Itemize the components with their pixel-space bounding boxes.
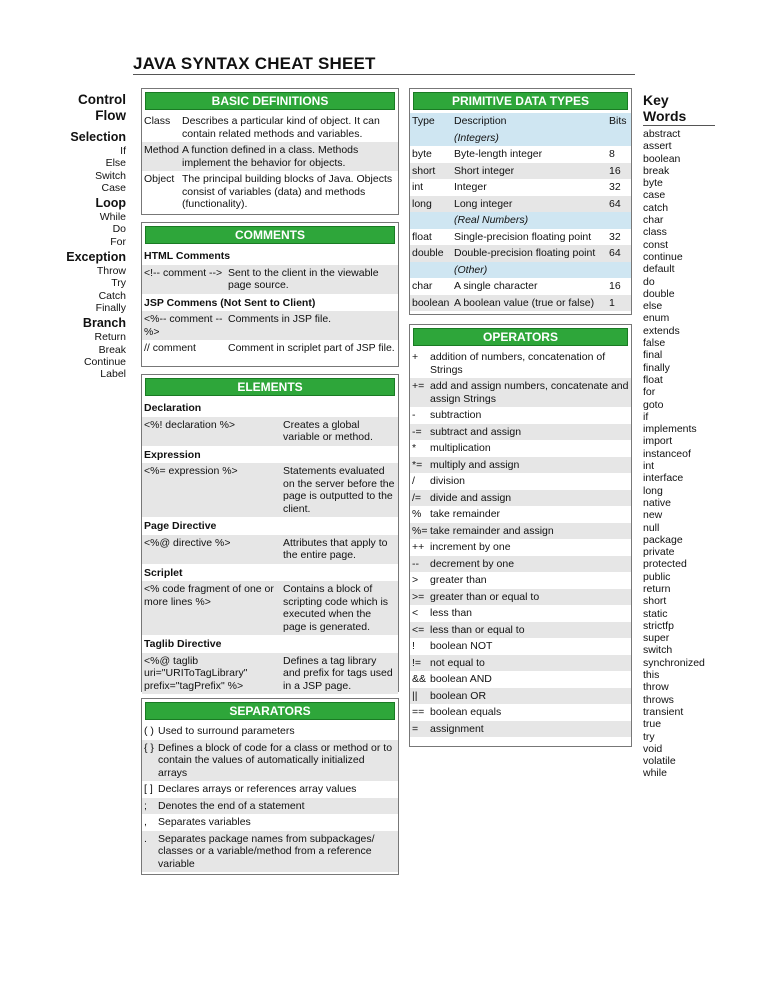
operator-row xyxy=(410,655,631,672)
keywords-column xyxy=(643,92,733,780)
selection-heading: Selection xyxy=(70,130,126,144)
operator-symbol: /= xyxy=(412,491,422,504)
separator-symbol: [ ] xyxy=(144,783,153,795)
cf-item: Finally xyxy=(95,301,126,314)
table-row xyxy=(410,196,631,213)
category-row xyxy=(410,212,631,229)
element-row xyxy=(142,653,398,695)
keyword-item: void xyxy=(643,742,663,755)
operator-desc: division xyxy=(430,475,466,487)
loop-heading: Loop xyxy=(95,196,126,211)
keyword-item: public xyxy=(643,570,671,583)
operator-row xyxy=(410,721,631,738)
type-cell: double xyxy=(410,245,452,262)
desc-cell: Integer xyxy=(454,181,487,193)
operator-row xyxy=(410,688,631,705)
operator-desc: boolean AND xyxy=(430,673,492,685)
operator-symbol: <= xyxy=(412,623,425,636)
operator-row xyxy=(410,457,631,474)
keyword-item: static xyxy=(643,607,668,620)
comment-desc: Comment in scriplet part of JSP file. xyxy=(228,342,395,354)
type-cell: boolean xyxy=(410,295,452,312)
element-desc: Statements evaluated on the server before the page is outputted to the client. xyxy=(283,465,395,515)
col-header-bits: Bits xyxy=(607,113,631,130)
desc-cell: Byte-length integer xyxy=(454,148,543,160)
bits-cell: 16 xyxy=(609,280,621,292)
element-row xyxy=(142,417,398,446)
keywords-heading-line1: Key xyxy=(643,92,669,108)
separator-row xyxy=(142,814,398,831)
keywords-list xyxy=(643,128,733,780)
separator-desc: Separates variables xyxy=(158,816,251,828)
cf-item: Else xyxy=(105,157,126,170)
operator-row xyxy=(410,490,631,507)
primitive-data-types-panel xyxy=(409,88,632,315)
definition-term: Method xyxy=(144,144,180,156)
separator-row xyxy=(142,723,398,740)
operator-desc: divide and assign xyxy=(430,491,512,504)
operator-row xyxy=(410,473,631,490)
separator-symbol: , xyxy=(144,816,147,828)
operator-desc: decrement by one xyxy=(430,557,515,570)
keyword-item: throw xyxy=(643,681,669,694)
operator-desc: assignment xyxy=(430,722,484,735)
keyword-item: return xyxy=(643,582,671,595)
cf-item: Catch xyxy=(98,289,126,302)
keyword-item: case xyxy=(643,189,666,202)
operator-row xyxy=(410,556,631,573)
keyword-item: char xyxy=(643,214,664,227)
operator-row xyxy=(410,407,631,424)
cf-item: Label xyxy=(100,368,126,381)
operator-desc: greater than xyxy=(430,574,487,586)
keywords-divider xyxy=(643,125,715,126)
comment-syntax: <%-- comment --%> xyxy=(144,313,223,338)
category-label: (Real Numbers) xyxy=(452,212,631,229)
bits-cell: 32 xyxy=(609,181,621,193)
operator-desc: multiply and assign xyxy=(430,458,520,471)
separator-desc: Defines a block of code for a class or method or to contain the values of automatically initialized arrays xyxy=(158,741,393,779)
element-subheading: Scriplet xyxy=(144,566,183,579)
operator-symbol: / xyxy=(412,475,415,487)
cf-item: Throw xyxy=(96,265,126,278)
separator-symbol: { } xyxy=(144,741,154,754)
primitive-header: PRIMITIVE DATA TYPES xyxy=(413,92,628,110)
cf-item: Switch xyxy=(95,169,126,182)
operator-desc: boolean NOT xyxy=(430,640,493,652)
definition-desc: A function defined in a class. Methods implement the behavior for objects. xyxy=(182,144,359,169)
operator-row xyxy=(410,671,631,688)
keyword-item: enum xyxy=(643,312,670,325)
keyword-item: for xyxy=(643,386,656,399)
keyword-item: transient xyxy=(643,705,684,718)
operator-desc: take remainder xyxy=(430,508,501,520)
operator-symbol: < xyxy=(412,607,419,619)
separator-row xyxy=(142,740,398,782)
element-desc: Creates a global variable or method. xyxy=(283,418,373,443)
keyword-item: default xyxy=(643,263,675,276)
keyword-item: strictfp xyxy=(643,619,674,632)
elements-panel xyxy=(141,374,399,692)
separator-desc: Used to surround parameters xyxy=(158,725,295,737)
operator-desc: boolean OR xyxy=(430,689,487,702)
elements-header: ELEMENTS xyxy=(145,378,395,396)
col-header-desc: Description xyxy=(452,113,607,130)
control-flow-column xyxy=(40,92,126,380)
type-cell: int xyxy=(412,181,424,193)
keyword-item: abstract xyxy=(643,128,681,140)
operator-symbol: && xyxy=(412,673,427,685)
keyword-item: volatile xyxy=(643,755,676,768)
keyword-item: assert xyxy=(643,140,672,153)
element-row xyxy=(142,463,398,517)
bits-cell: 64 xyxy=(607,196,631,213)
category-row xyxy=(410,262,631,279)
operator-symbol: = xyxy=(412,722,419,735)
desc-cell: Double-precision floating point xyxy=(452,245,607,262)
cf-item: Return xyxy=(94,331,126,344)
desc-cell: Short integer xyxy=(452,163,607,180)
bits-cell: 32 xyxy=(609,230,621,243)
definition-term: Object xyxy=(144,173,175,185)
type-cell: float xyxy=(412,230,432,243)
definition-term: Class xyxy=(144,115,171,127)
desc-cell: Single-precision floating point xyxy=(454,230,592,243)
definition-desc: The principal building blocks of Java. Objects consist of variables (data) and methods (functionality). xyxy=(182,173,393,210)
page-title: JAVA SYNTAX CHEAT SHEET xyxy=(133,54,376,73)
keyword-item: while xyxy=(643,767,667,780)
operator-row xyxy=(410,622,631,639)
desc-cell: Long integer xyxy=(452,196,607,213)
primitive-table xyxy=(410,113,631,311)
keyword-item: catch xyxy=(643,201,669,214)
operator-desc: subtraction xyxy=(430,409,482,421)
operator-desc: take remainder and assign xyxy=(430,524,554,537)
operator-row xyxy=(410,378,631,407)
keyword-item: super xyxy=(643,632,670,645)
element-row xyxy=(142,581,398,635)
keyword-item: long xyxy=(643,484,663,497)
operator-symbol: + xyxy=(412,351,419,363)
keyword-item: implements xyxy=(643,423,697,436)
operator-desc: greater than or equal to xyxy=(430,590,540,603)
cf-item: Try xyxy=(111,277,126,290)
basic-definitions-header: BASIC DEFINITIONS xyxy=(145,92,395,110)
element-syntax: <%! declaration %> xyxy=(144,418,236,431)
operator-desc: add and assign numbers, concatenate and assign Strings xyxy=(430,380,629,405)
col-header-type: Type xyxy=(410,113,452,130)
comment-desc: Comments in JSP file. xyxy=(228,313,332,325)
table-row xyxy=(410,146,631,163)
operator-symbol: * xyxy=(412,442,417,454)
keyword-item: const xyxy=(643,238,669,251)
keyword-item: import xyxy=(643,435,673,448)
type-cell: long xyxy=(410,196,452,213)
operator-symbol: -- xyxy=(412,557,419,570)
operator-symbol: ! xyxy=(412,640,415,652)
bits-cell: 64 xyxy=(607,245,631,262)
keyword-item: if xyxy=(643,410,649,423)
type-cell: short xyxy=(410,163,452,180)
keyword-item: byte xyxy=(643,177,663,190)
cf-item: Break xyxy=(98,343,126,356)
element-syntax: <%@ taglib uri="URIToTagLibrary" prefix="tagPrefix" %> xyxy=(144,654,248,692)
element-row xyxy=(142,535,398,564)
desc-cell: A boolean value (true or false) xyxy=(452,295,607,312)
operator-symbol: - xyxy=(412,409,416,421)
keyword-item: short xyxy=(643,595,667,608)
keyword-item: true xyxy=(643,718,662,731)
operators-header: OPERATORS xyxy=(413,328,628,346)
control-flow-heading-line2: Flow xyxy=(95,108,126,123)
separator-row xyxy=(142,781,398,798)
operator-row xyxy=(410,539,631,556)
table-header-row xyxy=(410,113,631,130)
exception-heading: Exception xyxy=(66,250,126,265)
keyword-item: package xyxy=(643,533,683,546)
operator-row xyxy=(410,424,631,441)
comment-desc: Sent to the client in the viewable page source. xyxy=(228,266,379,291)
title-divider xyxy=(133,74,635,75)
operators-panel xyxy=(409,324,632,747)
keyword-item: this xyxy=(643,669,660,682)
operator-symbol: || xyxy=(412,689,418,702)
comment-row xyxy=(142,311,398,340)
cf-item: Do xyxy=(112,223,126,236)
comment-syntax: <!-- comment --> xyxy=(144,266,223,279)
separator-desc: Denotes the end of a statement xyxy=(158,799,305,812)
type-cell: char xyxy=(412,280,433,292)
keyword-item: do xyxy=(643,275,655,288)
comments-panel xyxy=(141,222,399,367)
element-subheading: Page Directive xyxy=(144,520,217,532)
operator-row xyxy=(410,506,631,523)
type-cell: byte xyxy=(412,148,432,160)
operator-row xyxy=(410,638,631,655)
branch-heading: Branch xyxy=(82,316,126,331)
definition-row xyxy=(142,142,398,171)
keyword-item: extends xyxy=(643,324,680,337)
operator-desc: multiplication xyxy=(430,442,491,454)
operator-symbol: > xyxy=(412,574,419,586)
comment-row xyxy=(142,340,398,357)
keyword-item: native xyxy=(643,496,672,509)
bits-cell: 8 xyxy=(609,148,615,160)
operator-desc: increment by one xyxy=(430,541,511,553)
element-subheading: Declaration xyxy=(144,402,202,414)
element-subheading: Expression xyxy=(144,448,201,461)
operator-symbol: % xyxy=(412,508,422,520)
jsp-comments-subheading: JSP Commens (Not Sent to Client) xyxy=(144,296,316,309)
keyword-item: goto xyxy=(643,398,664,411)
operator-symbol: *= xyxy=(412,458,423,471)
keyword-item: final xyxy=(643,349,663,362)
desc-cell: A single character xyxy=(454,280,538,292)
definition-row xyxy=(142,113,398,142)
operator-desc: subtract and assign xyxy=(430,425,522,438)
element-desc: Attributes that apply to the entire page. xyxy=(283,536,388,561)
control-flow-heading-line1: Control xyxy=(78,92,126,107)
category-row xyxy=(410,130,631,147)
keyword-item: interface xyxy=(643,472,684,485)
comments-header: COMMENTS xyxy=(145,226,395,244)
bits-cell: 16 xyxy=(607,163,631,180)
keyword-item: boolean xyxy=(643,152,681,165)
operator-symbol: != xyxy=(412,656,422,669)
basic-definitions-panel xyxy=(141,88,399,215)
cf-item: If xyxy=(120,145,126,157)
keyword-item: throws xyxy=(643,693,674,706)
table-row xyxy=(410,229,631,246)
element-syntax: <%= expression %> xyxy=(144,465,238,477)
operator-desc: less than or equal to xyxy=(430,623,525,636)
operator-desc: boolean equals xyxy=(430,706,502,718)
operator-symbol: >= xyxy=(412,590,425,603)
keyword-item: false xyxy=(643,337,666,350)
keyword-item: protected xyxy=(643,558,687,571)
keyword-item: int xyxy=(643,460,655,473)
keyword-item: double xyxy=(643,287,675,300)
element-syntax: <%@ directive %> xyxy=(144,536,231,549)
cf-item: For xyxy=(110,235,126,248)
keyword-item: finally xyxy=(643,361,670,374)
keyword-item: new xyxy=(643,509,663,522)
element-subheading: Taglib Directive xyxy=(144,638,222,650)
keyword-item: try xyxy=(643,730,655,743)
operator-row xyxy=(410,572,631,589)
table-row xyxy=(410,295,631,312)
operator-symbol: == xyxy=(412,706,425,718)
element-syntax: <% code fragment of one or more lines %> xyxy=(144,583,274,608)
separators-header: SEPARATORS xyxy=(145,702,395,720)
operator-row xyxy=(410,704,631,721)
operator-desc: not equal to xyxy=(430,656,485,669)
keyword-item: continue xyxy=(643,250,683,263)
table-row xyxy=(410,245,631,262)
operator-symbol: += xyxy=(412,380,425,392)
cf-item: Case xyxy=(101,181,126,194)
cf-item: Continue xyxy=(83,355,126,368)
keywords-heading-line2: Words xyxy=(643,108,687,124)
keyword-item: break xyxy=(643,164,670,177)
comment-syntax: // comment xyxy=(144,342,196,354)
category-label: (Integers) xyxy=(452,130,631,147)
keyword-item: float xyxy=(643,373,663,386)
operator-row xyxy=(410,589,631,606)
separator-symbol: ( ) xyxy=(144,725,154,737)
element-desc: Contains a block of scripting code which is executed when the page is generated. xyxy=(283,583,389,633)
operator-symbol: ++ xyxy=(412,541,425,553)
keyword-item: synchronized xyxy=(643,656,705,669)
keyword-item: class xyxy=(643,226,667,239)
definition-desc: Describes a particular kind of object. It can contain related methods and variables. xyxy=(182,115,380,140)
operator-symbol: -= xyxy=(412,425,422,438)
operator-row xyxy=(410,440,631,457)
keyword-item: instanceof xyxy=(643,447,691,460)
operator-desc: addition of numbers, concatenation of Strings xyxy=(430,351,606,376)
operator-symbol: %= xyxy=(412,524,428,537)
table-row xyxy=(410,163,631,180)
keyword-item: private xyxy=(643,546,675,559)
separator-symbol: ; xyxy=(144,799,147,812)
separator-row xyxy=(142,831,398,873)
html-comments-subheading: HTML Comments xyxy=(144,250,231,262)
operator-desc: less than xyxy=(430,607,473,619)
comment-row xyxy=(142,265,398,294)
separator-desc: Declares arrays or references array values xyxy=(158,783,357,795)
keyword-item: null xyxy=(643,521,660,534)
table-row xyxy=(410,278,631,295)
cf-item: While xyxy=(99,211,126,224)
bits-cell: 1 xyxy=(607,295,631,312)
operator-row xyxy=(410,605,631,622)
operator-row xyxy=(410,349,631,378)
separator-desc: Separates package names from subpackages/ classes or a variable/method from a reference variable xyxy=(158,832,375,870)
table-row xyxy=(410,179,631,196)
separator-symbol: . xyxy=(144,832,147,845)
keyword-item: switch xyxy=(643,644,673,657)
operator-row xyxy=(410,523,631,540)
category-label: (Other) xyxy=(452,262,631,279)
definition-row xyxy=(142,171,398,213)
keyword-item: else xyxy=(643,300,663,313)
separators-panel xyxy=(141,698,399,875)
separator-row xyxy=(142,798,398,815)
element-desc: Defines a tag library and prefix for tags used in a JSP page. xyxy=(283,654,393,692)
